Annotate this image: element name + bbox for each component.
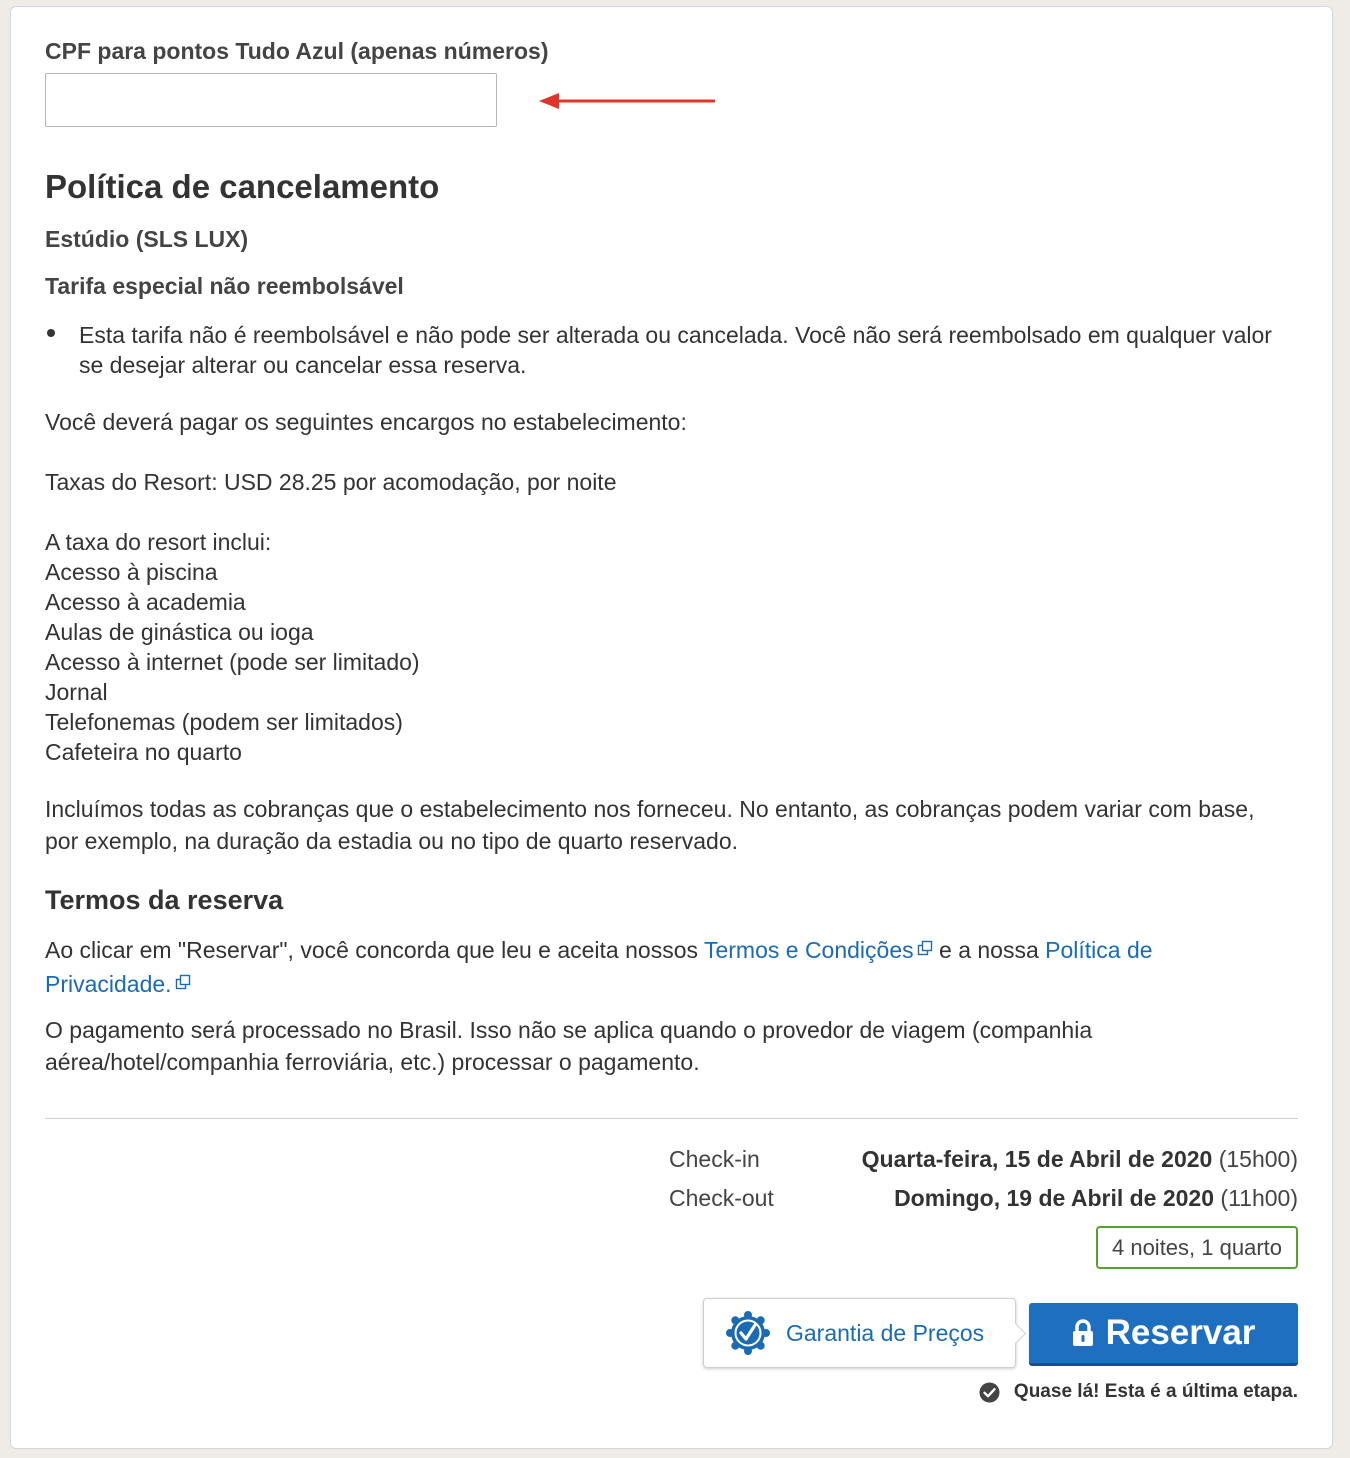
includes-title: A taxa do resort inclui: (45, 529, 272, 555)
external-link-icon (917, 940, 933, 956)
terms-conditions-link[interactable]: Termos e Condições (704, 937, 933, 963)
checkout-label: Check-out (669, 1185, 774, 1211)
list-item: Telefonemas (podem ser limitados) (45, 709, 403, 735)
list-item: Cafeteira no quarto (45, 739, 242, 765)
list-item: Aulas de ginástica ou ioga (45, 619, 314, 645)
check-circle-icon (979, 1382, 1000, 1403)
lock-icon (1072, 1319, 1094, 1347)
booking-card (10, 6, 1333, 1449)
list-item: Acesso à academia (45, 589, 246, 615)
final-step-text: Quase lá! Esta é a última etapa. (1013, 1381, 1298, 1402)
charges-intro: Você deverá pagar os seguintes encargos no estabelecimento: (45, 409, 687, 435)
list-item: Jornal (45, 679, 108, 705)
reserve-button[interactable] (1029, 1303, 1298, 1366)
checkout-date: Domingo, 19 de Abril de 2020 (894, 1185, 1215, 1211)
checkin-value (862, 1146, 1298, 1173)
checkin-label: Check-in (669, 1146, 760, 1172)
checkin-time: (15h00) (1218, 1146, 1298, 1172)
rate-name: Tarifa especial não reembolsável (45, 273, 404, 299)
resort-fee: Taxas do Resort: USD 28.25 por acomodação, por noite (45, 469, 617, 495)
list-item: Acesso à piscina (45, 559, 218, 585)
booking-terms-heading: Termos da reserva (45, 885, 284, 915)
final-step-note (979, 1381, 1298, 1403)
cancellation-policy-heading: Política de cancelamento (45, 168, 440, 205)
red-arrow-annotation (537, 89, 717, 113)
checkout-value (894, 1185, 1298, 1212)
includes-list (45, 557, 420, 767)
cpf-input[interactable] (45, 73, 497, 127)
divider (45, 1118, 1298, 1119)
price-guarantee-button[interactable] (703, 1298, 1016, 1368)
terms-text-middle: e a nossa (932, 937, 1046, 963)
nights-rooms-badge: 4 noites, 1 quarto (1096, 1226, 1298, 1269)
price-guarantee-label: Garantia de Preços (786, 1319, 985, 1346)
privacy-policy-link[interactable]: Política de Privacidade. (45, 937, 1153, 997)
checkin-date: Quarta-feira, 15 de Abril de 2020 (861, 1146, 1213, 1172)
terms-paragraph (45, 933, 1260, 1001)
checkout-time: (11h00) (1220, 1185, 1298, 1211)
list-item: Acesso à internet (pode ser limitado) (45, 649, 420, 675)
bullet-icon (47, 329, 55, 337)
non-refundable-text: Esta tarifa não é reembolsável e não pode ser alterada ou cancelada. Você não será reembolsado em qualquer valor se desejar alterar ou cancelar essa reserva. (79, 322, 1272, 378)
cpf-label: CPF para pontos Tudo Azul (apenas números) (45, 38, 549, 64)
external-link-icon (175, 974, 191, 990)
charges-note: Incluímos todas as cobranças que o estabelecimento nos forneceu. No entanto, as cobranças podem variar com base, por exemplo, na duração da estadia ou no tipo de quarto reservado. (45, 796, 1255, 854)
terms-text-before: Ao clicar em "Reservar", você concorda que leu e aceita nossos (45, 937, 704, 963)
payment-note: O pagamento será processado no Brasil. Isso não se aplica quando o provedor de viagem (companhia aérea/hotel/companhia ferroviária, etc.) processar o pagamento. (45, 1017, 1093, 1075)
room-name: Estúdio (SLS LUX) (45, 226, 249, 252)
price-guarantee-badge-icon (726, 1311, 770, 1355)
reserve-label: Reservar (1105, 1313, 1256, 1352)
